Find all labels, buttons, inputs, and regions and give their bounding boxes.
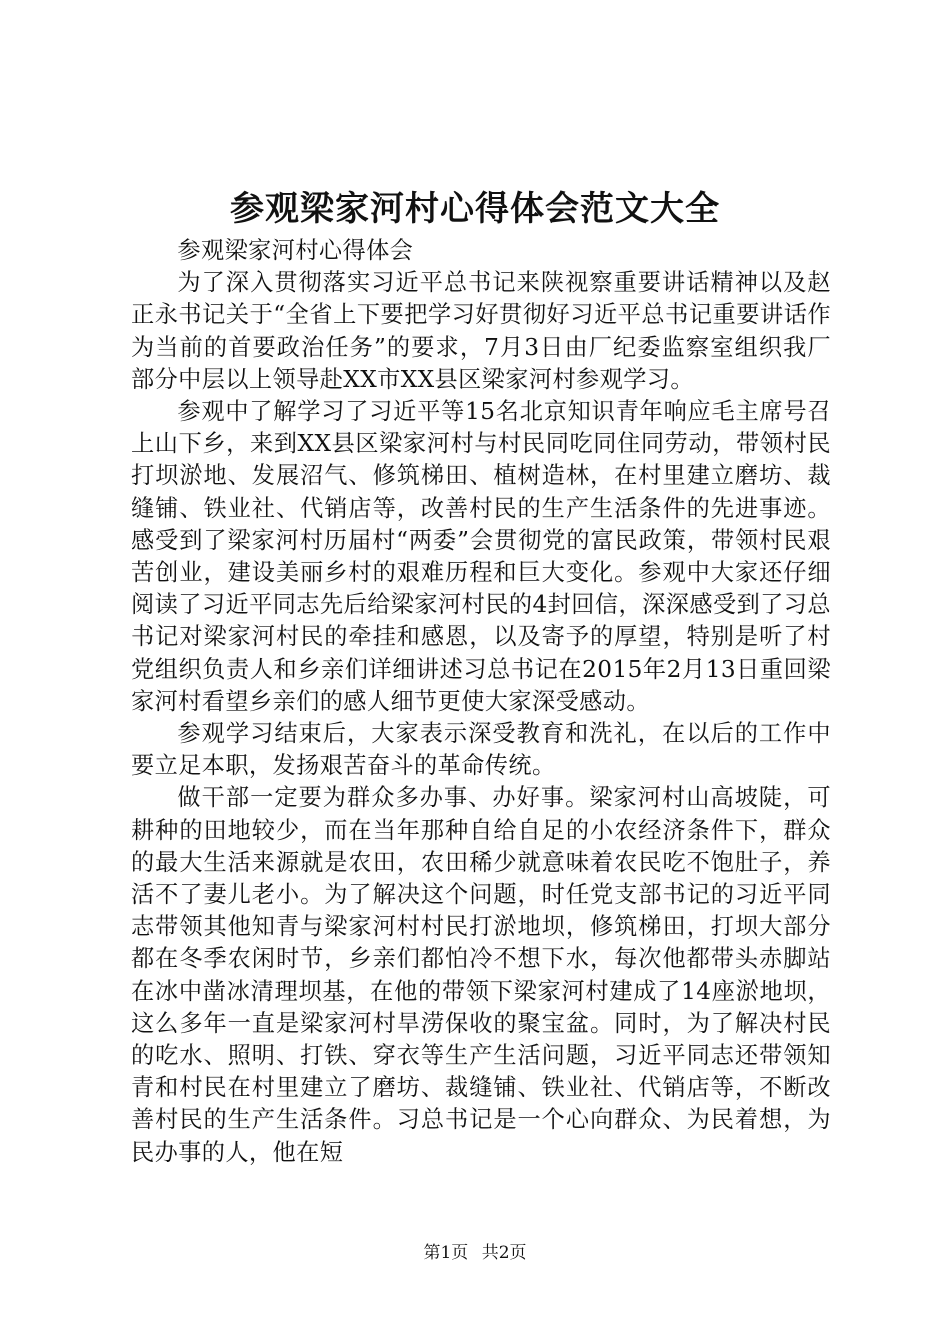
body-paragraph: 做干部一定要为群众多办事、办好事。梁家河村山高坡陡，可耕种的田地较少，而在当年那种自给自足的小农经济条件下，群众的最大生活来源就是农田，农田稀少就意味着农民吃不饱肚子，养活不了妻儿老小。为了解决这个问题，时任党支部书记的习近平同志带领其他知青与梁家河村村民打淤地坝，修筑梯田，打坝大部分都在冬季农闲时节，乡亲们都怕冷不想下水，每次他都带头赤脚站在冰中凿冰清理坝基，在他的带领下梁家河村建成了14座淤地坝，这么多年一直是梁家河村旱涝保收的聚宝盆。同时，为了解决村民的吃水、照明、打铁、穿衣等生产生活问题，习近平同志还带领知青和村民在村里建立了磨坊、裁缝铺、铁业社、代销店等，不断改善村民的生产生活条件。习总书记是一个心向群众、为民着想，为民办事的人，他在短 [131, 784, 831, 1166]
body-paragraph-subtitle: 参观梁家河村心得体会 [177, 237, 414, 264]
document-title: 参观梁家河村心得体会范文大全 [230, 189, 720, 229]
page-number: 第1页 [423, 1243, 469, 1263]
body-paragraph: 为了深入贯彻落实习近平总书记来陕视察重要讲话精神以及赵正永书记关于“全省上下要把学习好贯彻好习近平总书记重要讲话作为当前的首要政治任务”的要求，7月3日由厂纪委监察室组织我厂部分中层以上领导赴XX市XX县区梁家河村参观学习。 [131, 269, 831, 393]
document-body [131, 235, 831, 1169]
body-paragraph: 参观中了解学习了习近平等15名北京知识青年响应毛主席号召上山下乡，来到XX县区梁家河村与村民同吃同住同劳动，带领村民打坝淤地、发展沼气、修筑梯田、植树造林，在村里建立磨坊、裁缝铺、铁业社、代销店等，改善村民的生产生活条件的先进事迹。感受到了梁家河村历届村“两委”会贯彻党的富民政策，带领村民艰苦创业，建设美丽乡村的艰难历程和巨大变化。参观中大家还仔细阅读了习近平同志先后给梁家河村民的4封回信，深深感受到了习总书记对梁家河村民的牵挂和感恩，以及寄予的厚望，特别是听了村党组织负责人和乡亲们详细讲述习总书记在2015年2月13日重回梁家河村看望乡亲们的感人细节更使大家深受感动。 [131, 398, 831, 715]
body-paragraph: 参观学习结束后，大家表示深受教育和洗礼，在以后的工作中要立足本职，发扬艰苦奋斗的革命传统。 [131, 720, 831, 780]
page-footer [0, 1242, 950, 1264]
page-total: 共2页 [481, 1243, 527, 1263]
